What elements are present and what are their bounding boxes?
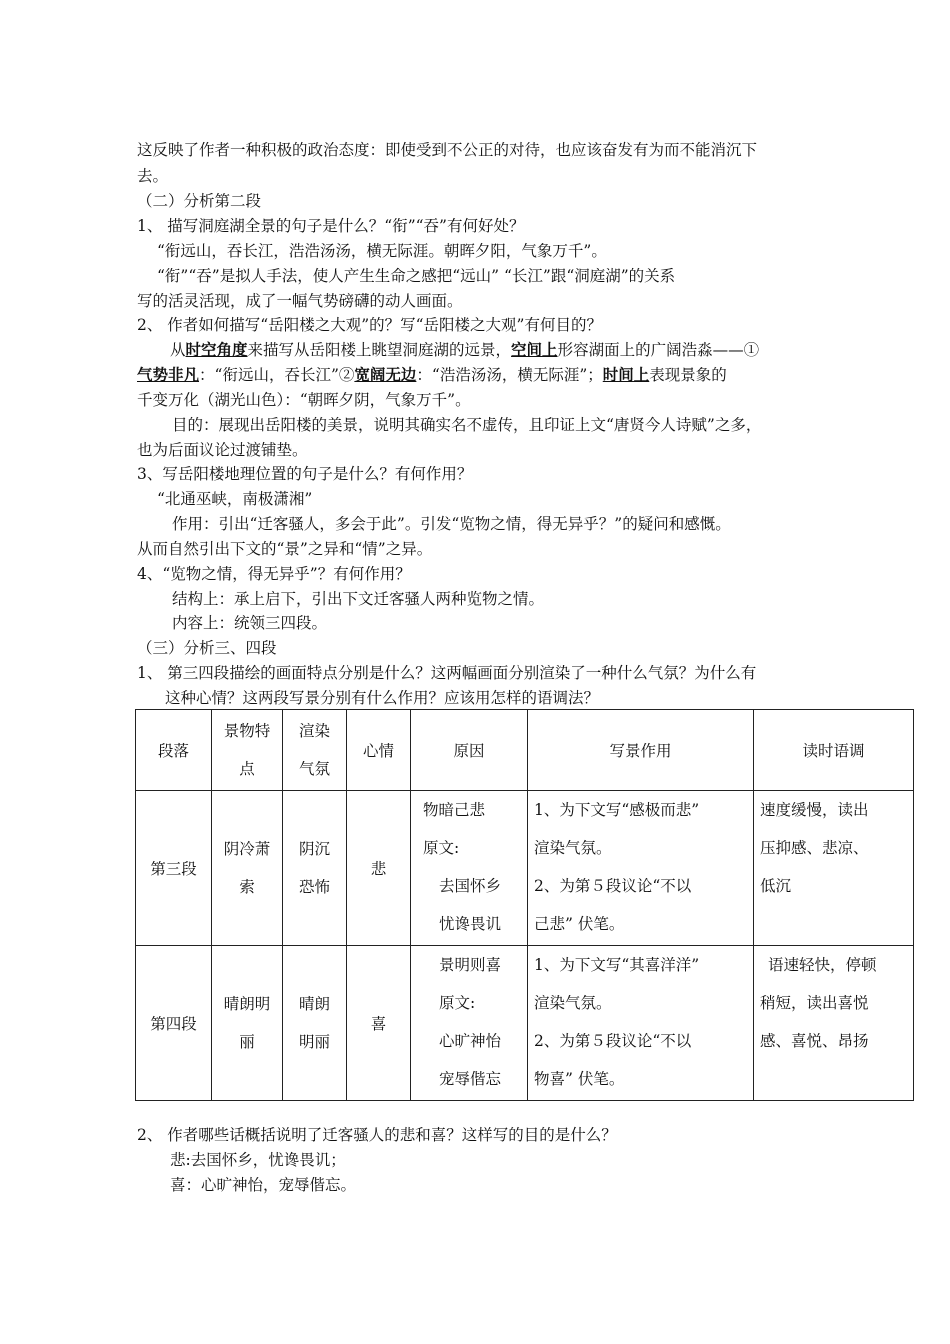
header-cell: 景物特 点 (223, 722, 271, 778)
text-run: ：“浩浩汤汤，横无际涯”； (416, 366, 603, 384)
question-3: 3、写岳阳楼地理位置的句子是什么？有何作用？ (137, 465, 473, 483)
table-row (136, 791, 914, 946)
section-heading: （二）分析第二段 (137, 192, 262, 210)
answer-line: “北通巫峡，南极潇湘” (157, 490, 313, 508)
table-cell: 晴朗 明丽 (298, 995, 330, 1051)
text-run: 从 (170, 341, 186, 359)
table-header-row (136, 710, 914, 791)
answer-line: 千变万化（湖光山色）：“朝晖夕阴，气象万千”。 (137, 391, 471, 409)
answer-line (170, 340, 759, 360)
question-table-2: 2、 作者哪些话概括说明了迁客骚人的悲和喜？这样写的目的是什么？ (137, 1126, 617, 1144)
question-2: 2、 作者如何描写“岳阳楼之大观”的？写“岳阳楼之大观”有何目的？ (137, 316, 602, 334)
table-cell: 晴朗明 丽 (223, 995, 271, 1051)
table-cell: 第三段 (150, 860, 197, 878)
table-cell: 第四段 (150, 1015, 197, 1033)
text-run: ：“衔远山，吞长江”② (199, 366, 355, 384)
table-cell: 喜 (370, 1015, 387, 1033)
answer-line: 也为后面议论过渡铺垫。 (137, 441, 308, 459)
header-cell: 读时语调 (802, 742, 865, 760)
answer-line: “衔远山，吞长江，浩浩汤汤，横无际涯。朝晖夕阳，气象万千”。 (157, 242, 607, 260)
table-cell: 景明则喜 原文: 心旷神怡 宠辱偕忘 (411, 946, 528, 1101)
answer-line: “衔”“吞”是拟人手法，使人产生生命之感把“远山” “长江”跟“洞庭湖”的关系 (157, 267, 676, 285)
answer-line: 从而自然引出下文的“景”之异和“情”之异。 (137, 540, 433, 558)
answer-line: 喜：心旷神怡，宠辱偕忘。 (170, 1176, 357, 1194)
emphasis-text: 气势非凡 (137, 365, 200, 384)
table-cell: 1、为下文写“其喜洋洋” 渲染气氛。 2、为第５段议论“不以 物喜” 伏笔。 (528, 946, 754, 1101)
table-cell: 物暗己悲 原文: 去国怀乡 忧谗畏讥 (411, 791, 528, 946)
header-cell: 段落 (157, 742, 189, 760)
table-cell: 语速轻快，停顿 稍短，读出喜悦 感、喜悦、昂扬 (754, 946, 914, 1101)
text-run: 表现景象的 (649, 366, 727, 384)
emphasis-text: 时空角度 (185, 340, 248, 359)
header-cell: 心情 (362, 742, 394, 760)
table-cell: 1、为下文写“感极而悲” 渲染气氛。 2、为第５段议论“不以 己悲” 伏笔。 (528, 791, 754, 946)
table-cell: 速度缓慢，读出 压抑感、悲凉、 低沉 (754, 791, 914, 946)
table-cell: 悲 (370, 860, 387, 878)
paragraph-line: 去。 (137, 167, 169, 185)
analysis-table (135, 709, 914, 1101)
answer-line: 作用：引出“迁客骚人，多会于此”。引发“览物之情，得无异乎？”的疑问和感慨。 (172, 515, 731, 533)
question-4: 4、“览物之情，得无异乎”？有何作用？ (137, 565, 411, 583)
question-1: 1、 描写洞庭湖全景的句子是什么？“衔”“吞”有何好处？ (137, 217, 525, 235)
answer-line: 结构上：承上启下，引出下文迁客骚人两种览物之情。 (172, 590, 545, 608)
question-table-1-cont: 这种心情？这两段写景分别有什么作用？应该用怎样的语调法？ (165, 689, 600, 707)
answer-line: 写的活灵活现，成了一幅气势磅礴的动人画面。 (137, 292, 463, 310)
text-run: 来描写从岳阳楼上眺望洞庭湖的远景， (247, 341, 512, 359)
header-cell: 写景作用 (609, 742, 672, 760)
answer-line: 内容上：统领三四段。 (172, 614, 328, 632)
paragraph-line: 这反映了作者一种积极的政治态度：即使受到不公正的对待，也应该奋发有为而不能消沉下 (137, 141, 758, 159)
section-heading: （三）分析三、四段 (137, 639, 277, 657)
answer-line (137, 365, 727, 385)
header-cell: 原因 (453, 742, 485, 760)
table-row (136, 946, 914, 1101)
header-cell: 渲染 气氛 (298, 722, 330, 778)
emphasis-text: 时间上 (602, 365, 650, 384)
emphasis-text: 宽阔无边 (354, 365, 417, 384)
table-cell: 阴冷萧 索 (223, 840, 271, 896)
question-table-1: 1、 第三四段描绘的画面特点分别是什么？这两幅画面分别渲染了一种什么气氛？为什么有 (137, 664, 757, 682)
table-cell: 阴沉 恐怖 (298, 840, 330, 896)
answer-line: 悲:去国怀乡，忧谗畏讥； (170, 1151, 346, 1169)
text-run: 形容湖面上的广阔浩淼——① (557, 341, 760, 359)
emphasis-text: 空间上 (511, 340, 558, 359)
answer-line: 目的：展现出岳阳楼的美景，说明其确实名不虚传，且印证上文“唐贤今人诗赋”之多， (172, 416, 762, 434)
